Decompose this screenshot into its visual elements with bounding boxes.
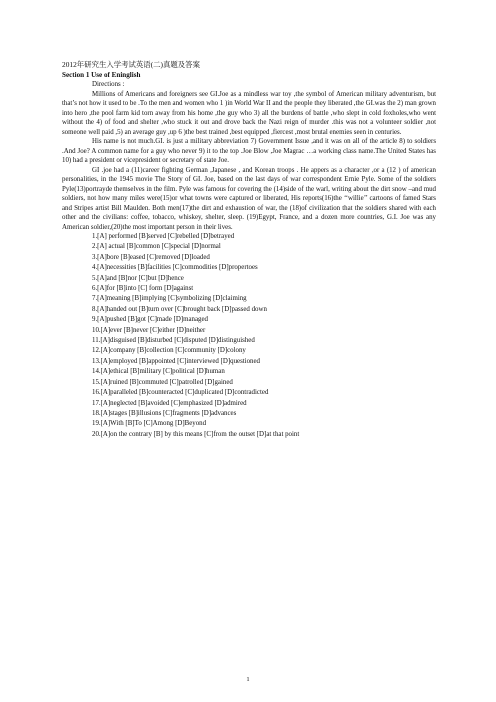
answer-option: 9.[A]pushed [B]got [C]made [D]managed <box>92 316 208 324</box>
answer-option: 13.[A]employed [B]appointed [C]interviewed [D]questioned <box>92 357 261 365</box>
section-heading: Section 1 Use of Eninglish <box>62 71 141 79</box>
answer-option: 20.[A]on the contrary [B] by this means [C]from the outset [D]at that point <box>92 430 300 438</box>
answer-option: 19.[A]With [B]To [C]Among [D]Beyond <box>92 420 207 428</box>
answer-option: 2.[A] actual [B]common [C]special [D]normal <box>92 243 221 251</box>
passage-paragraph-1: Millions of Americans and foreigners see GI.Joe as a mindless war toy ,the symbol of American military adventurism, but that’s not how it used to be .To the men and women who 1 )in World War II and the people they liberated ,the GI.was the 2) man grown into hero ,the pool farm kid torn away from his home ,the guy who 3) all the burdens of battle ,who slept in cold foxholes,who went without the 4) of food and shelter ,who stuck it out and drove back the Nazi reign of murder .this was not a volunteer soldier ,not someone well paid ,5) an average guy ,up 6 )the best trained ,best equipped ,fiercest ,most brutal enemies seen in centuries. <box>62 90 436 136</box>
answer-option: 3.[A]bore [B]eased [C]removed [D]loaded <box>92 253 210 261</box>
answer-option: 11.[A]disguised [B]disturbed [C]disputed [D]distinguished <box>92 337 255 345</box>
answer-option: 1.[A] performed [B]served [C]rebelled [D]betrayed <box>92 233 235 240</box>
answer-option: 8.[A]handed out [B]turn over [C]brought back [D]passed down <box>92 305 267 313</box>
passage-paragraph-2: His name is not much.GI. is just a military abbreviation 7) Government Issue ,and it was on all of the article 8) to soldiers .And Joe? A common name for a guy who never 9) it to the top .Joe Blow ,Joe Magrac …a working class name.The United States has 10) had a president or vicepresident or secretary of state Joe. <box>62 138 436 164</box>
directions-label: Directions : <box>92 81 125 88</box>
answer-option: 14.[A]ethical [B]military [C]political [D]human <box>92 368 225 376</box>
answer-option: 5.[A]and [B]nor [C]but [D]hence <box>92 274 184 282</box>
passage-paragraph-3: GI .joe had a (11)career fighting German ,Japanese , and Korean troops . He appers as a character ,or a (12 ) of american personalities, in the 1945 movie The Story of GI. Joe, based on the last days of war correspondent Ernie Pyle. Some of the soldiers Pyle(13)portrayde themselves in the film. Pyle was famous for covering the (14)side of the warl, writing about the dirt snow –and mud soldiers, not how many miles were(15)or what towns were captured or liberated, His reports(16)the ‘‘willie’’ cartoons of famed Stars and Stripes artist Bill Maulden. Both men(17)the dirt and exhaustion of war, the (18)of civilization that the soldiers shared with each other and the civilians: coffee, tobacco, whiskey, shelter, sleep. (19)Egypt, France, and a dozen more countries, G.I. Joe was any American soldier,(20)the most important person in their lives. <box>62 166 436 231</box>
answer-option: 18.[A]stages [B]illusions [C]fragments [D]advances <box>92 409 237 417</box>
answer-option: 7.[A]meaning [B]implying [C]symbolizing [D]claiming <box>92 295 247 303</box>
document-body <box>62 60 436 440</box>
answer-options-list <box>62 232 436 440</box>
document-title: 2012年研究生入学考试英语(二)真题及答案 <box>62 60 200 69</box>
answer-option: 17.[A]neglected [B]avoided [C]emphasized [D]admired <box>92 399 247 407</box>
answer-option: 6.[A]for [B]into [C] form [D]against <box>92 285 194 293</box>
answer-option: 4.[A]necessities [B]facilities [C]commodities [D]propertoes <box>92 264 258 272</box>
page-number: 1 <box>246 676 250 683</box>
answer-option: 10.[A]ever [B]never [C]either [D]neither <box>92 326 206 334</box>
answer-option: 15.[A]ruined [B]commuted [C]patrolled [D]gained <box>92 378 233 386</box>
answer-option: 16.[A]paralleled [B]counteracted [C]duplicated [D]contradicted <box>92 389 269 397</box>
answer-option: 12.[A]company [B]collection [C]community [D]colony <box>92 347 246 355</box>
